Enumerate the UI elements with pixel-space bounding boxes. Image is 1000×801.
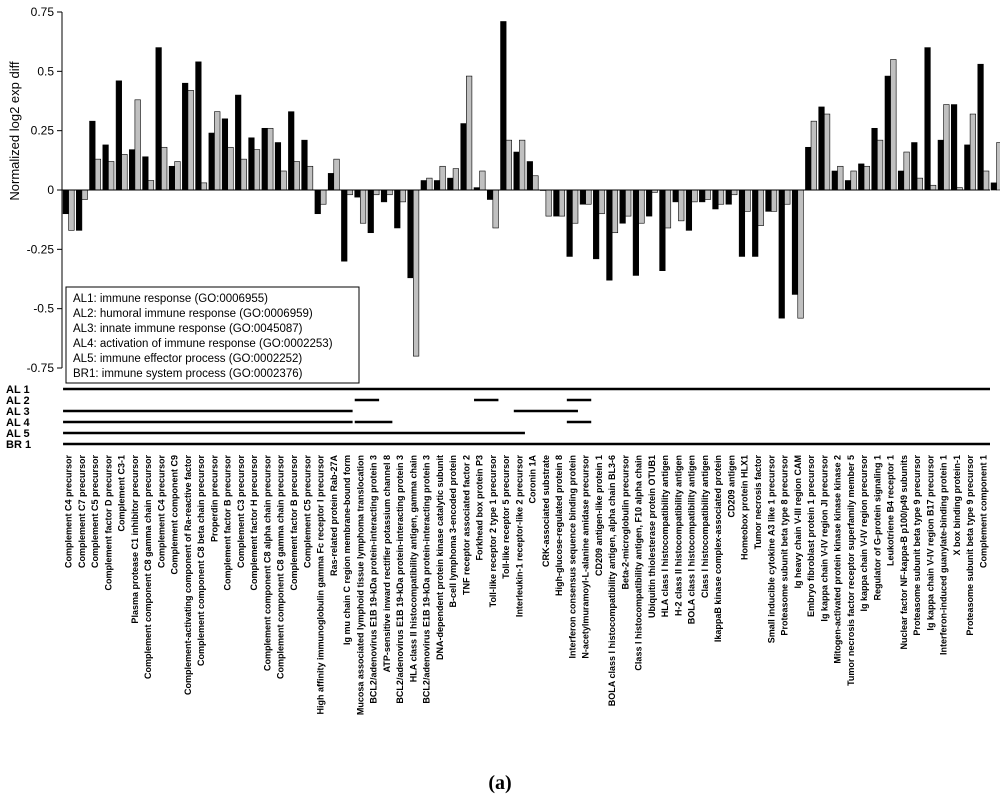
bar-series-1 [938, 140, 944, 190]
bar-series-1 [90, 121, 96, 190]
bar-series-2 [625, 190, 631, 216]
x-tick-label: Complement C4 precursor [156, 455, 167, 569]
bar-series-1 [819, 107, 825, 190]
x-tick-label: BCL2/adenovirus E1B 19-kDa protein-interacting protein 3 [368, 455, 379, 704]
bar-series-2 [798, 190, 804, 318]
bar-series-2 [983, 171, 989, 190]
annotation-tracks [6, 384, 990, 451]
bar-series-2 [188, 90, 194, 190]
x-tick-label: Regulator of G-protein signaling 1 [872, 455, 883, 601]
bar-series-2 [811, 121, 817, 190]
bar-series-1 [461, 124, 467, 190]
y-axis-label: Normalized log2 exp diff [7, 61, 22, 201]
track-label: AL 4 [6, 417, 30, 429]
bar-series-1 [925, 48, 931, 190]
track-label: BR 1 [6, 439, 32, 451]
bar-series-1 [805, 147, 811, 190]
x-tick-label: B-cell lymphoma 3-encoded protein [448, 455, 459, 608]
x-tick-label: Tumor necrosis factor receptor superfamily member 5 [845, 455, 856, 686]
x-tick-label: Complement component C8 alpha chain precursor [262, 455, 273, 672]
bar-series-1 [580, 190, 586, 204]
bar-series-1 [620, 190, 626, 223]
bar-series-2 [82, 190, 88, 199]
x-tick-label: CD209 antigen [726, 455, 737, 518]
bar-series-1 [554, 190, 560, 216]
x-tick-label: CD209 antigen-like protein 1 [593, 455, 604, 577]
bar-series-1 [116, 81, 122, 190]
x-tick-label: ATP-sensitive inward rectifier potassium channel 8 [381, 455, 392, 673]
bar-series-2 [944, 105, 950, 190]
x-tick-label: Proteasome subunit beta type 9 precursor [912, 455, 923, 636]
track-label: AL 1 [6, 384, 30, 396]
bar-series-1 [448, 178, 454, 190]
x-tick-label: Complement C3-1 [116, 455, 127, 532]
bar-series-1 [845, 181, 851, 190]
bar-series-2 [758, 190, 764, 226]
x-tick-label: Class I histocompatibility antigen [699, 455, 710, 599]
x-tick-label: HLA class II histocompatibility antigen, gamma chain [408, 455, 419, 683]
bar-series-2 [493, 190, 499, 228]
bar-series-1 [752, 190, 758, 256]
x-tick-label: Ig kappa chain V-IV region precursor [859, 455, 870, 612]
track-label: AL 3 [6, 406, 30, 418]
bar-series-1 [275, 143, 281, 190]
x-tick-label: BCL2/adenovirus E1B 19-kDa protein-interacting protein 3 [395, 455, 406, 704]
bar-series-1 [898, 171, 904, 190]
bar-series-2 [175, 162, 181, 190]
x-tick-label: Complement C3 precursor [235, 455, 246, 569]
bar-series-1 [169, 166, 175, 190]
bar-series-1 [368, 190, 374, 233]
bar-series-2 [360, 190, 366, 223]
bar-series-2 [440, 166, 446, 190]
y-tick-label: 0 [47, 183, 54, 197]
bar-series-1 [792, 190, 798, 294]
x-tick-label: Complement C5 precursor [302, 455, 313, 569]
bar-series-1 [288, 112, 294, 190]
bar-series-2 [334, 159, 340, 190]
x-tick-label: H-2 class II histocompatibility antigen [673, 455, 684, 617]
bar-series-1 [991, 183, 997, 190]
bar-series-1 [912, 143, 918, 190]
x-tick-label: Ig heavy chain V-III region CAM [792, 455, 803, 589]
bar-series-2 [307, 166, 313, 190]
x-tick-label: Homeobox protein HLX1 [739, 455, 750, 561]
x-tick-label: BOLA class I histocompatibility antigen [686, 455, 697, 625]
bar-series-1 [328, 173, 334, 190]
bar-series-1 [182, 83, 188, 190]
legend [66, 287, 359, 383]
x-tick-label: High affinity immunoglobulin gamma Fc receptor I precursor [315, 455, 326, 715]
bar-series-2 [214, 112, 220, 190]
bar-series-2 [108, 162, 114, 190]
bar-series-1 [434, 181, 440, 190]
track-label: AL 2 [6, 395, 30, 407]
bar-series-2 [917, 178, 923, 190]
bar-series-1 [355, 190, 361, 197]
x-tick-label: CRK-associated substrate [540, 455, 551, 568]
bar-series-1 [699, 190, 705, 202]
bar-series-2 [824, 114, 830, 190]
legend-item-al1: AL1: immune response (GO:0006955) [73, 293, 268, 305]
x-tick-label: Complement factor B precursor [222, 455, 233, 591]
x-tick-label: DNA-dependent protein kinase catalytic subunit [434, 455, 445, 661]
x-tick-label: Interferon-induced guanylate-binding protein 1 [938, 455, 949, 656]
bar-series-2 [612, 190, 618, 233]
y-tick-label: 0.75 [30, 5, 54, 19]
bar-series-2 [864, 166, 870, 190]
bar-series-1 [673, 190, 679, 202]
bar-series-1 [646, 190, 652, 216]
bar-series-1 [593, 190, 599, 259]
x-tick-label: High-glucose-regulated protein 8 [554, 455, 565, 597]
bar-series-1 [235, 95, 241, 190]
bar-series-2 [838, 166, 844, 190]
bar-series-2 [692, 190, 698, 202]
bar-series-2 [771, 190, 777, 211]
x-tick-label: Complement C5 precursor [90, 455, 101, 569]
bar-series-2 [586, 190, 592, 204]
bar-series-1 [514, 152, 520, 190]
bar-series-2 [997, 143, 1000, 190]
bar-series-1 [766, 190, 772, 211]
bar-series-1 [965, 145, 971, 190]
x-tick-label: Proteasome subunit beta type 9 precursor [965, 455, 976, 636]
bar-series-2 [519, 140, 525, 190]
x-tick-label: Complement component 1 [978, 455, 989, 569]
bar-series-1 [156, 48, 162, 190]
bar-series-1 [341, 190, 347, 261]
bar-series-1 [660, 190, 666, 271]
bar-series-2 [785, 190, 791, 204]
x-tick-label: Complement C4 precursor [63, 455, 74, 569]
bar-series-1 [196, 62, 202, 190]
x-tick-label: Forkhead box protein P3 [474, 455, 485, 561]
x-tick-label: Interleukin-1 receptor-like 2 precursor [514, 455, 525, 618]
x-tick-label: Ubiquitin thiolesterase protein OTUB1 [646, 455, 657, 619]
bar-series-2 [69, 190, 75, 230]
bar-series-2 [546, 190, 552, 216]
x-tick-label: Proteasome subunit beta type 8 precursor [779, 455, 790, 636]
bar-series-1 [408, 190, 414, 278]
bar-series-2 [387, 190, 393, 195]
bar-series-1 [858, 164, 864, 190]
legend-item-al4: AL4: activation of immune response (GO:0002253) [73, 338, 333, 350]
bar-series-2 [572, 190, 578, 223]
x-tick-label: Complement factor H precursor [249, 455, 260, 591]
x-tick-label: Tumor necrosis factor [753, 455, 763, 550]
x-tick-label: Complement C7 precursor [76, 455, 87, 569]
bar-series-2 [678, 190, 684, 221]
bar-series-1 [527, 162, 533, 190]
bar-series-2 [599, 190, 605, 214]
bar-series-2 [148, 181, 154, 190]
bar-series-2 [400, 190, 406, 202]
bar-series-1 [633, 190, 639, 275]
x-tick-label: Complement factor D precursor [103, 455, 114, 591]
x-tick-label: Mucosa associated lymphoid tissue lymphoma translocation [355, 455, 366, 716]
bar-series-1 [129, 150, 135, 190]
bar-series-1 [315, 190, 321, 214]
legend-item-br1: BR1: immune system process (GO:0002376) [73, 368, 303, 380]
track-label: AL 5 [6, 428, 30, 440]
bar-series-2 [705, 190, 711, 199]
bar-series-2 [559, 190, 565, 216]
x-tick-label: Coronin 1A [527, 455, 538, 504]
bar-series-1 [832, 171, 838, 190]
bar-series-1 [779, 190, 785, 318]
bar-series-2 [374, 190, 380, 195]
bar-series-2 [228, 147, 234, 190]
bar-series-2 [665, 190, 671, 228]
bar-series-2 [122, 154, 128, 190]
x-tick-label: Class I histocompatibility antigen, F10 alpha chain [633, 455, 644, 671]
y-axis-ticks [27, 5, 62, 375]
bar-series-2 [281, 171, 287, 190]
x-tick-label: X box binding protein-1 [951, 455, 962, 556]
bar-series-1 [872, 128, 878, 190]
x-tick-label: N-acetylmuramoyl-L-alanine amidase precursor [580, 455, 591, 659]
bar-series-1 [713, 190, 719, 209]
bar-series-2 [241, 159, 247, 190]
x-tick-label: BOLA class I histocompatibility antigen, alpha chain BL3-6 [607, 455, 618, 707]
x-tick-label: Ig kappa chain V-IV region B17 precursor [925, 455, 936, 631]
bar-series-1 [739, 190, 745, 256]
x-tick-label: Complement component C8 beta chain precursor [196, 455, 207, 667]
x-tick-label: Ig kappa chain V-IV region JI precursor [819, 455, 830, 622]
y-tick-label: -0.25 [26, 242, 54, 257]
x-tick-label: Complement component C8 gamma chain precursor [143, 455, 154, 680]
bar-series-2 [161, 147, 167, 190]
bar-series-1 [421, 181, 427, 190]
bar-series-2 [480, 171, 486, 190]
x-tick-label: Mitogen-activated protein kinase kinase kinase 2 [832, 455, 843, 664]
bar-series-1 [394, 190, 400, 228]
x-tick-label: Toll-like receptor 5 precursor [501, 455, 512, 579]
bar-series-1 [487, 190, 493, 199]
bar-series-1 [501, 21, 507, 190]
bar-series-2 [904, 152, 910, 190]
bar-series-1 [143, 157, 149, 190]
x-tick-label: TNF receptor associated factor 2 [461, 455, 472, 596]
category-labels [64, 455, 989, 716]
x-tick-label: Nuclear factor NF-kappa-B p100/p49 subunits [898, 455, 909, 650]
bar-series-1 [951, 105, 957, 190]
bar-series-2 [135, 100, 141, 190]
bar-series-2 [413, 190, 419, 356]
bar-series-1 [686, 190, 692, 230]
bar-series-2 [95, 159, 101, 190]
bar-series-2 [321, 190, 327, 204]
legend-item-al2: AL2: humoral immune response (GO:0006959) [73, 308, 313, 320]
bar-series-2 [877, 140, 883, 190]
x-tick-label: Leukotriene B4 receptor 1 [885, 455, 896, 567]
x-tick-label: Toll-like receptor 2 type 1 precursor [487, 455, 498, 608]
bar-series-1 [567, 190, 573, 256]
bar-series-1 [302, 140, 308, 190]
x-tick-label: Beta-2-microglobulin precursor [620, 455, 631, 590]
x-tick-label: Interferon consensus sequence binding protein [567, 455, 578, 659]
bar-series-1 [262, 128, 268, 190]
bar-series-2 [201, 183, 207, 190]
bar-series-1 [885, 76, 891, 190]
legend-item-al5: AL5: immune effector process (GO:0002252) [73, 353, 303, 365]
figure-caption: (a) [488, 772, 512, 794]
bar-series-1 [978, 64, 984, 190]
bar-series-2 [731, 190, 737, 195]
bar-series-2 [891, 59, 897, 190]
y-tick-label: -0.75 [26, 361, 54, 375]
x-tick-label: Complement factor B precursor [289, 455, 299, 591]
bar-series-2 [347, 190, 353, 195]
bar-series-1 [63, 190, 69, 214]
x-tick-label: Small inducible cytokine A3 like 1 precursor [766, 455, 777, 644]
bar-series-2 [851, 171, 857, 190]
y-tick-label: 0.5 [37, 64, 54, 79]
bar-series-2 [745, 190, 751, 211]
bar-series-1 [76, 190, 82, 230]
bar-series-1 [381, 190, 387, 202]
bar-series-1 [726, 190, 732, 204]
x-tick-label: Complement-activating component of Ra-reactive factor [182, 455, 193, 696]
bar-series-2 [267, 128, 273, 190]
x-tick-label: Properdin precursor [209, 455, 220, 543]
x-tick-label: Embryo fibroblast protein 1 precursor [806, 455, 817, 618]
legend-item-al3: AL3: innate immune response (GO:0045087) [73, 323, 303, 335]
x-tick-label: Complement component C9 [169, 455, 180, 575]
bar-series-2 [466, 76, 472, 190]
x-tick-label: BCL2/adenovirus E1B 19-kDa protein-interacting protein 3 [421, 455, 432, 704]
bar-series-1 [249, 138, 255, 190]
bar-series-1 [209, 133, 215, 190]
bar-series-2 [533, 176, 539, 190]
y-tick-label: -0.5 [33, 301, 54, 316]
x-tick-label: Complement component C8 gamma chain precursor [275, 455, 286, 680]
bar-series-2 [453, 169, 459, 190]
x-tick-label: Ig mu chain C region membrane-bound form [342, 455, 353, 646]
bar-series-2 [427, 178, 433, 190]
y-tick-label: 0.25 [30, 123, 54, 138]
bar-series-2 [970, 114, 976, 190]
x-tick-label: HLA class I histocompatibility antigen [660, 455, 671, 618]
x-tick-label: Ras-related protein Rab-27A [328, 455, 339, 577]
bar-series-1 [103, 145, 109, 190]
bar-series-2 [718, 190, 724, 204]
bar-series-2 [294, 162, 300, 190]
bar-series-1 [222, 119, 228, 190]
bar-series-2 [254, 150, 260, 190]
x-tick-label: Plasma protease C1 inhibitor precursor [129, 455, 140, 624]
bar-series-1 [607, 190, 613, 280]
bar-series-2 [930, 185, 936, 190]
bar-series-2 [639, 190, 645, 223]
x-tick-label: IkappaB kinase complex-associated protein [713, 455, 724, 643]
bar-series-2 [506, 140, 512, 190]
